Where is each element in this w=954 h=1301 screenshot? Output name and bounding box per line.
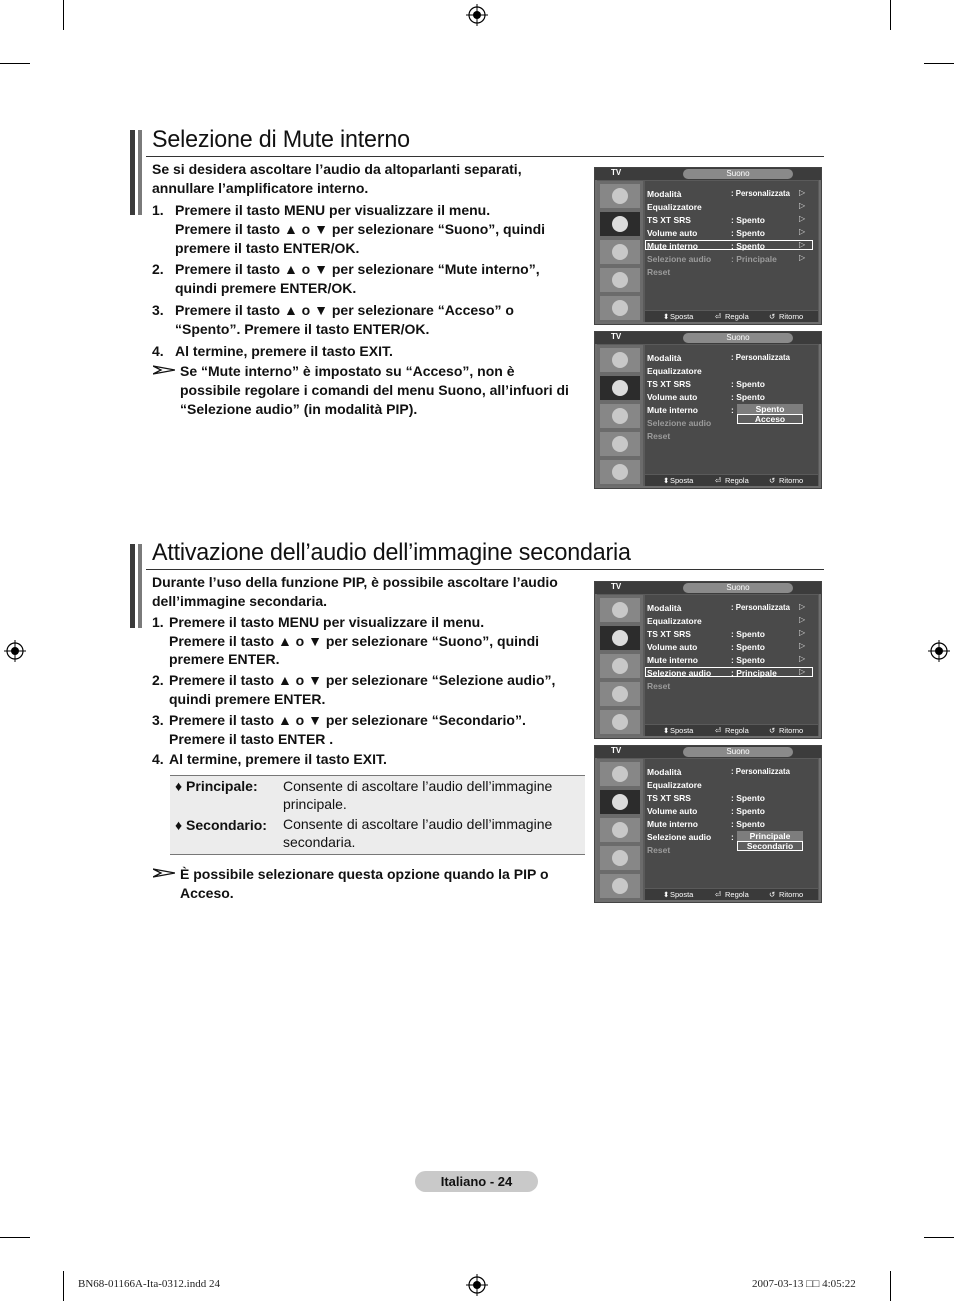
osd-value: : Principale <box>731 254 777 264</box>
osd-value: : <box>731 405 734 415</box>
osd-value: : Spento <box>731 793 765 803</box>
osd-item[interactable]: Selezione audio <box>647 832 712 842</box>
osd-hint-move: Sposta <box>670 476 694 485</box>
osd-setup-icon[interactable] <box>600 432 640 456</box>
osd-bottom-bar <box>645 889 818 900</box>
osd-dropdown[interactable] <box>737 831 803 851</box>
sound-icon <box>612 630 628 646</box>
osd-menu-sound <box>594 167 822 325</box>
osd-value: : Spento <box>731 642 765 652</box>
note-text: È possibile selezionare questa opzione quando la PIP o <box>180 866 549 882</box>
osd-item[interactable]: Modalità <box>647 603 682 613</box>
input-icon <box>612 878 628 894</box>
registration-mark-icon <box>466 4 488 26</box>
osd-item[interactable]: TS XT SRS <box>647 215 691 225</box>
return-icon: ↺ <box>769 476 776 485</box>
osd-hint-back: Ritorno <box>779 312 804 321</box>
step-text: Premere il tasto ▲ o ▼ per selezionare “Acceso” o <box>175 302 514 318</box>
sound-icon <box>612 794 628 810</box>
osd-item[interactable]: Equalizzatore <box>647 616 702 626</box>
step-number: 1. <box>152 202 164 218</box>
osd-sidebar <box>597 345 643 486</box>
footer-date: 2007-03-13 □□ 4:05:22 <box>752 1278 856 1290</box>
enter-icon: ⏎ <box>715 312 722 321</box>
osd-input-icon[interactable] <box>600 874 640 898</box>
osd-sound-icon[interactable] <box>600 626 640 650</box>
chevron-right-icon: ▷ <box>799 641 806 650</box>
chevron-right-icon: ▷ <box>799 201 806 210</box>
osd-item[interactable]: TS XT SRS <box>647 793 691 803</box>
input-icon <box>612 714 628 730</box>
step-number: 2. <box>152 672 164 688</box>
step-text: Premere il tasto ▲ o ▼ per selezionare “Mute interno”, <box>175 261 540 277</box>
osd-dropdown[interactable] <box>737 404 803 424</box>
osd-hint-adjust: Regola <box>725 726 749 735</box>
channel-icon <box>612 658 628 674</box>
osd-value: : Personalizzata <box>731 767 790 776</box>
osd-input-icon[interactable] <box>600 460 640 484</box>
osd-item[interactable]: Equalizzatore <box>647 202 702 212</box>
osd-panel <box>645 181 818 310</box>
note-text: “Selezione audio” (in modalità PIP). <box>180 401 418 417</box>
step-number: 3. <box>152 302 164 318</box>
sound-icon <box>612 380 628 396</box>
osd-picture-icon[interactable] <box>600 184 640 208</box>
osd-item[interactable]: Reset <box>647 267 671 277</box>
return-icon: ↺ <box>769 890 776 899</box>
osd-item[interactable]: Modalità <box>647 189 682 199</box>
section-bar <box>130 544 135 628</box>
osd-menu-sound-mute-dropdown <box>594 331 822 489</box>
channel-icon <box>612 408 628 424</box>
footer-file: BN68-01166A-Ita-0312.indd 24 <box>78 1278 220 1290</box>
enter-icon: ⏎ <box>715 476 722 485</box>
step-text: premere ENTER. <box>169 651 280 667</box>
osd-menu-sound-audio-dropdown <box>594 745 822 903</box>
osd-hint-back: Ritorno <box>779 476 804 485</box>
osd-item[interactable]: Mute interno <box>647 655 698 665</box>
osd-setup-icon[interactable] <box>600 268 640 292</box>
step-number: 3. <box>152 712 164 728</box>
osd-channel-icon[interactable] <box>600 404 640 428</box>
step-text: Premere il tasto MENU per visualizzare il menu. <box>175 202 491 218</box>
crop-mark <box>0 1237 30 1238</box>
note-text: Se “Mute interno” è impostato su “Acceso”, non è <box>180 363 515 379</box>
enter-icon: ⏎ <box>715 890 722 899</box>
options-table <box>170 775 585 855</box>
osd-input-icon[interactable] <box>600 296 640 320</box>
input-icon <box>612 300 628 316</box>
crop-mark <box>890 0 891 30</box>
osd-item[interactable]: Mute interno <box>647 405 698 415</box>
osd-bottom-bar <box>645 725 818 736</box>
channel-icon <box>612 244 628 260</box>
input-icon <box>612 464 628 480</box>
page-number: Italiano - 24 <box>415 1171 538 1192</box>
osd-item[interactable]: Selezione audio <box>647 254 712 264</box>
chevron-right-icon: ▷ <box>799 654 806 663</box>
chevron-right-icon: ▷ <box>799 615 806 624</box>
osd-panel <box>645 595 818 724</box>
option-desc: principale. <box>283 796 347 812</box>
registration-mark-icon <box>4 640 26 662</box>
chevron-right-icon: ▷ <box>799 188 806 197</box>
osd-menu-title: Suono <box>683 333 793 343</box>
osd-panel <box>645 345 818 474</box>
section-bar <box>138 130 142 215</box>
osd-value: : Personalizzata <box>731 353 790 362</box>
chevron-right-icon: ▷ <box>799 240 806 249</box>
osd-item[interactable]: Reset <box>647 845 671 855</box>
step-text: Premere il tasto ▲ o ▼ per selezionare “Secondario”. <box>169 712 526 728</box>
title-rule <box>146 156 824 157</box>
osd-item[interactable]: Equalizzatore <box>647 366 702 376</box>
osd-item[interactable]: Reset <box>647 681 671 691</box>
osd-sidebar <box>597 595 643 736</box>
move-icon: ⬍ <box>663 476 670 485</box>
chevron-right-icon: ▷ <box>799 214 806 223</box>
osd-hint-back: Ritorno <box>779 890 804 899</box>
osd-item[interactable]: Modalità <box>647 353 682 363</box>
osd-item[interactable]: Modalità <box>647 767 682 777</box>
osd-sound-icon[interactable] <box>600 376 640 400</box>
picture-icon <box>612 602 628 618</box>
step-text: premere il tasto ENTER/OK. <box>175 240 360 256</box>
step-text: Premere il tasto ▲ o ▼ per selezionare “Suono”, quindi <box>175 221 546 237</box>
osd-item[interactable]: Volume auto <box>647 392 698 402</box>
osd-value: : Spento <box>731 819 765 829</box>
step-text: Al termine, premere il tasto EXIT. <box>169 751 387 767</box>
osd-item[interactable]: Volume auto <box>647 228 698 238</box>
move-icon: ⬍ <box>663 726 670 735</box>
step-text: Premere il tasto ▲ o ▼ per selezionare “Suono”, quindi <box>169 633 540 649</box>
osd-input-icon[interactable] <box>600 710 640 734</box>
channel-icon <box>612 822 628 838</box>
osd-item[interactable]: TS XT SRS <box>647 629 691 639</box>
intro-line: Durante l’uso della funzione PIP, è possibile ascoltare l’audio <box>152 574 558 590</box>
osd-value: : Spento <box>731 806 765 816</box>
osd-value: : Spento <box>731 629 765 639</box>
step-number: 4. <box>152 343 164 359</box>
step-text: Al termine, premere il tasto EXIT. <box>175 343 393 359</box>
osd-item[interactable]: Mute interno <box>647 819 698 829</box>
osd-sidebar <box>597 759 643 900</box>
osd-hint-adjust: Regola <box>725 312 749 321</box>
option-label: ♦ Principale: <box>175 778 258 794</box>
setup-icon <box>612 850 628 866</box>
osd-value: : Spento <box>731 655 765 665</box>
step-text: Premere il tasto MENU per visualizzare il menu. <box>169 614 485 630</box>
note-arrow-icon <box>153 867 175 879</box>
osd-menu-title: Suono <box>683 169 793 179</box>
crop-mark <box>63 0 64 30</box>
step-text: quindi premere ENTER/OK. <box>175 280 357 296</box>
chevron-right-icon: ▷ <box>799 253 806 262</box>
osd-value: : Principale <box>731 668 777 678</box>
osd-hint-move: Sposta <box>670 312 694 321</box>
chevron-right-icon: ▷ <box>799 227 806 236</box>
osd-setup-icon[interactable] <box>600 846 640 870</box>
osd-hint-move: Sposta <box>670 726 694 735</box>
return-icon: ↺ <box>769 726 776 735</box>
step-text: Premere il tasto ▲ o ▼ per selezionare “Selezione audio”, <box>169 672 556 688</box>
osd-menu-sound-selection <box>594 581 822 739</box>
section-bar <box>138 544 142 628</box>
osd-value: : Spento <box>731 392 765 402</box>
intro-line: dell’immagine secondaria. <box>152 593 328 609</box>
move-icon: ⬍ <box>663 890 670 899</box>
step-number: 4. <box>152 751 164 767</box>
osd-bottom-bar <box>645 311 818 322</box>
intro-line: annullare l’amplificatore interno. <box>152 180 369 196</box>
return-icon: ↺ <box>769 312 776 321</box>
osd-bottom-bar <box>645 475 818 486</box>
step-number: 1. <box>152 614 164 630</box>
osd-value: : Spento <box>731 228 765 238</box>
enter-icon: ⏎ <box>715 726 722 735</box>
osd-value: : Spento <box>731 215 765 225</box>
osd-menu-title: Suono <box>683 583 793 593</box>
osd-value: : Personalizzata <box>731 189 790 198</box>
picture-icon <box>612 352 628 368</box>
option-desc: Consente di ascoltare l’audio dell’immagine <box>283 816 553 832</box>
osd-hint-back: Ritorno <box>779 726 804 735</box>
osd-menu-title: Suono <box>683 747 793 757</box>
dropdown-option-selected[interactable]: Secondario <box>737 841 803 851</box>
note-arrow-icon <box>153 364 175 376</box>
step-text: quindi premere ENTER. <box>169 691 326 707</box>
crop-mark <box>924 63 954 64</box>
osd-item[interactable]: Reset <box>647 431 671 441</box>
osd-item[interactable]: Selezione audio <box>647 418 712 428</box>
osd-channel-icon[interactable] <box>600 818 640 842</box>
osd-tv-label: TV <box>611 582 622 591</box>
osd-item[interactable]: Mute interno <box>647 241 698 251</box>
note-text: Acceso. <box>180 885 234 901</box>
osd-picture-icon[interactable] <box>600 348 640 372</box>
setup-icon <box>612 686 628 702</box>
osd-channel-icon[interactable] <box>600 654 640 678</box>
osd-picture-icon[interactable] <box>600 762 640 786</box>
osd-value: : <box>731 832 734 842</box>
chevron-right-icon: ▷ <box>799 602 806 611</box>
step-number: 2. <box>152 261 164 277</box>
move-icon: ⬍ <box>663 312 670 321</box>
setup-icon <box>612 272 628 288</box>
osd-hint-adjust: Regola <box>725 890 749 899</box>
osd-tv-label: TV <box>611 332 622 341</box>
dropdown-option[interactable]: Spento <box>737 404 803 414</box>
osd-value: : Spento <box>731 241 765 251</box>
dropdown-option-selected[interactable]: Acceso <box>737 414 803 424</box>
osd-sound-icon[interactable] <box>600 790 640 814</box>
osd-tv-label: TV <box>611 168 622 177</box>
osd-tv-label: TV <box>611 746 622 755</box>
crop-mark <box>0 63 30 64</box>
osd-panel <box>645 759 818 888</box>
osd-channel-icon[interactable] <box>600 240 640 264</box>
note-text: possibile regolare i comandi del menu Suono, all’infuori di <box>180 382 569 398</box>
crop-mark <box>63 1271 64 1301</box>
chevron-right-icon: ▷ <box>799 628 806 637</box>
osd-hint-move: Sposta <box>670 890 694 899</box>
osd-item[interactable]: Volume auto <box>647 642 698 652</box>
option-label: ♦ Secondario: <box>175 817 267 833</box>
osd-hint-adjust: Regola <box>725 476 749 485</box>
registration-mark-icon <box>466 1274 488 1296</box>
osd-setup-icon[interactable] <box>600 682 640 706</box>
osd-sidebar <box>597 181 643 322</box>
setup-icon <box>612 436 628 452</box>
crop-mark <box>890 1271 891 1301</box>
option-desc: Consente di ascoltare l’audio dell’immagine <box>283 778 553 794</box>
step-text: Premere il tasto ENTER . <box>169 731 334 747</box>
intro-line: Se si desidera ascoltare l’audio da altoparlanti separati, <box>152 161 522 177</box>
osd-item[interactable]: Selezione audio <box>647 668 712 678</box>
osd-item[interactable]: Equalizzatore <box>647 780 702 790</box>
picture-icon <box>612 766 628 782</box>
osd-item[interactable]: TS XT SRS <box>647 379 691 389</box>
osd-picture-icon[interactable] <box>600 598 640 622</box>
picture-icon <box>612 188 628 204</box>
option-desc: secondaria. <box>283 834 356 850</box>
section-bar <box>130 130 135 215</box>
sound-icon <box>612 216 628 232</box>
crop-mark <box>924 1237 954 1238</box>
registration-mark-icon <box>928 640 950 662</box>
chevron-right-icon: ▷ <box>799 667 806 676</box>
title-rule <box>146 569 824 570</box>
dropdown-option[interactable]: Principale <box>737 831 803 841</box>
osd-value: : Spento <box>731 379 765 389</box>
osd-item[interactable]: Volume auto <box>647 806 698 816</box>
step-text: “Spento”. Premere il tasto ENTER/OK. <box>175 321 430 337</box>
osd-sound-icon[interactable] <box>600 212 640 236</box>
section-title: Attivazione dell’audio dell’immagine secondaria <box>152 539 631 566</box>
osd-value: : Personalizzata <box>731 603 790 612</box>
section-title: Selezione di Mute interno <box>152 126 410 153</box>
